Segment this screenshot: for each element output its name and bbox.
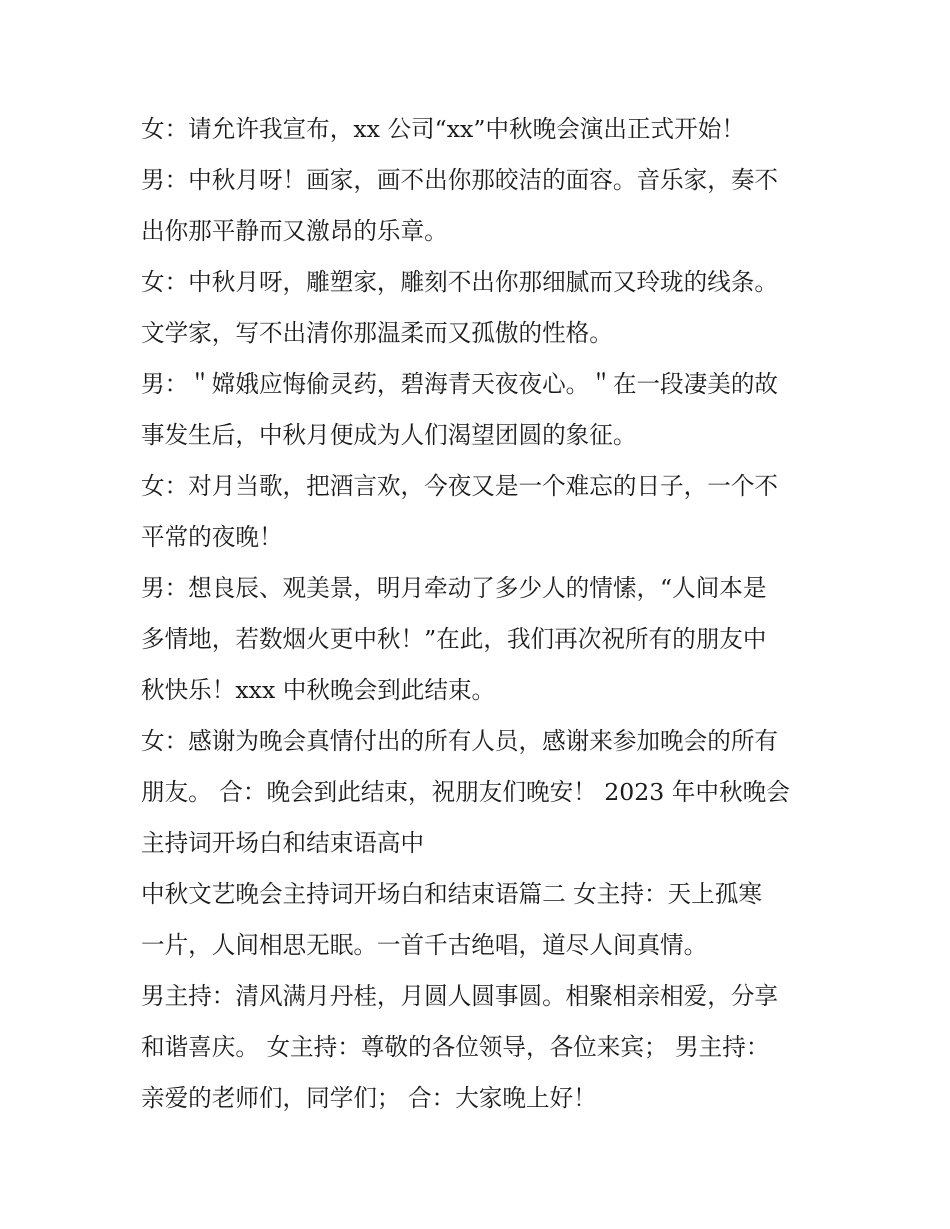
text-line-9: 平常的夜晚！ [141, 523, 283, 551]
text-line-7: 事发生后，中秋月便成为人们渴望团圆的象征。 [141, 421, 637, 449]
text-line-6: 男：＂嫦娥应悔偷灵药，碧海青天夜夜心。＂在一段凄美的故 [141, 370, 779, 398]
text-line-11: 多情地，若数烟火更中秋！”在此，我们再次祝所有的朋友中 [141, 625, 767, 653]
text-line-1: 女：请允许我宣布，xx 公司“xx”中秋晚会演出正式开始！ [141, 115, 745, 143]
text-line-19: 和谐喜庆。 女主持：尊敬的各位领导，各位来宾； 男主持： [141, 1033, 770, 1061]
text-line-2: 男：中秋月呀！画家，画不出你那皎洁的面容。音乐家，奏不 [141, 166, 779, 194]
text-line-15: 主持词开场白和结束语高中 [141, 829, 425, 857]
text-line-17: 一片，人间相思无眠。一首千古绝唱，道尽人间真情。 [141, 931, 708, 959]
text-line-12: 秋快乐！xxx 中秋晚会到此结束。 [141, 676, 496, 704]
text-line-4: 女：中秋月呀，雕塑家，雕刻不出你那细腻而又玲珑的线条。 [141, 268, 779, 296]
text-line-10: 男：想良辰、观美景，明月牵动了多少人的情愫，“人间本是 [141, 574, 767, 602]
text-line-18: 男主持：清风满月丹桂，月圆人圆事圆。相聚相亲相爱，分享 [141, 982, 779, 1010]
text-line-8: 女：对月当歌，把酒言欢，今夜又是一个难忘的日子，一个不 [141, 472, 779, 500]
text-line-20: 亲爱的老师们，同学们； 合：大家晚上好！ [141, 1084, 597, 1112]
text-line-16: 中秋文艺晚会主持词开场白和结束语篇二 女主持：天上孤寒 [141, 880, 762, 908]
text-line-13: 女：感谢为晚会真情付出的所有人员，感谢来参加晚会的所有 [141, 727, 779, 755]
text-line-3: 出你那平静而又激昂的乐章。 [141, 217, 448, 245]
text-line-14: 朋友。 合：晚会到此结束，祝朋友们晚安！ 2023 年中秋晚会 [141, 778, 790, 806]
document-body [141, 104, 816, 1124]
text-line-5: 文学家，写不出清你那温柔而又孤傲的性格。 [141, 319, 613, 347]
